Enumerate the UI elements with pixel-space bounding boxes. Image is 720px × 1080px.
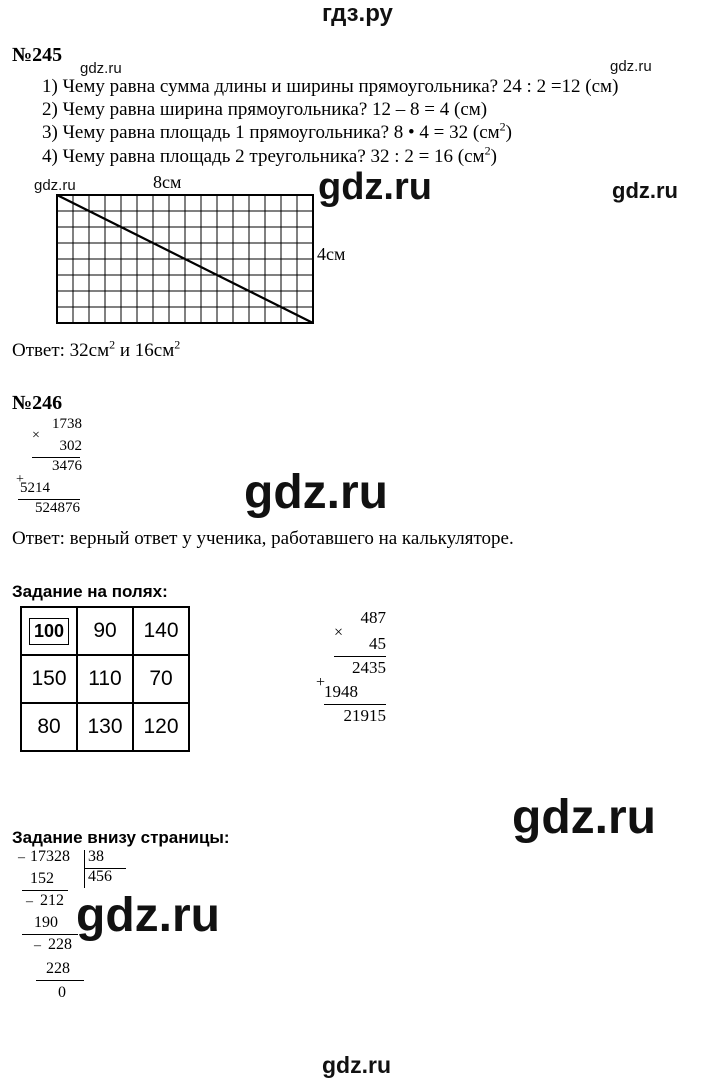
figure-height-label: 4см [317, 244, 346, 264]
minus-sign: – [26, 894, 33, 909]
small-watermark: gdz.ru [34, 177, 76, 194]
footer-watermark: gdz.ru [322, 1052, 391, 1078]
division-remainder: 0 [58, 984, 66, 1001]
grid-cell: 80 [21, 703, 77, 751]
partial-2: 1948 [324, 682, 358, 701]
division-step: 152 [30, 870, 54, 887]
task-245-line-1: 1) Чему равна сумма длины и ширины прямоугольника? 24 : 2 =12 (см) [42, 76, 619, 97]
grid-cell: 70 [133, 655, 189, 703]
grid-cell: 90 [77, 607, 133, 655]
brand-watermark: gdz.ru [512, 791, 656, 844]
figure-width-label: 8см [153, 172, 182, 192]
task-245-line-3: 3) Чему равна площадь 1 прямоугольника? 8 • 4 = 32 $(см^2)$ [42, 119, 512, 143]
dividend: 17328 [30, 848, 70, 865]
factor-2: 302 [59, 438, 82, 454]
minus-sign: – [34, 938, 41, 953]
task-245-number: №245 [12, 44, 63, 66]
small-watermark: gdz.ru [610, 58, 652, 75]
grid-cell: 150 [21, 655, 77, 703]
division-step: 212 [40, 892, 64, 909]
grid-cell: 140 [133, 607, 189, 655]
header-watermark: гдз.ру [322, 0, 393, 27]
task-245-line-2: 2) Чему равна ширина прямоугольника? 12 – 8 = 4 (см) [42, 99, 488, 120]
multiplication-487x45 [316, 608, 406, 738]
multiplication-1738x302 [14, 414, 84, 524]
margin-task-title: Задание на полях: [12, 582, 168, 601]
brand-watermark: gdz.ru [244, 466, 388, 519]
division-step: 228 [48, 936, 72, 953]
times-sign: × [334, 624, 344, 641]
product-result: 524876 [35, 500, 80, 516]
number-grid [20, 606, 190, 752]
division-step: 190 [34, 914, 58, 931]
partial-1: 2435 [352, 658, 386, 677]
factor-1: 1738 [52, 416, 82, 432]
brand-watermark: gdz.ru [76, 889, 220, 942]
partial-1: 3476 [52, 458, 82, 474]
division-step: 228 [46, 960, 70, 977]
times-sign: × [32, 428, 40, 443]
divisor: 38 [88, 848, 104, 865]
plus-sign: + [316, 674, 326, 691]
brand-watermark: gdz.ru [318, 166, 432, 208]
long-division [14, 848, 134, 1038]
grid-cell: 110 [77, 655, 133, 703]
task-245-line-4: 4) Чему равна площадь 2 треугольника? 32 : 2 = 16 $(см^2)$ [42, 143, 497, 167]
partial-2: 5214 [20, 480, 50, 496]
quotient: 456 [88, 868, 112, 885]
small-watermark: gdz.ru [80, 60, 122, 77]
brand-watermark: gdz.ru [612, 178, 678, 203]
product-result: 21915 [343, 706, 386, 725]
grid-cell: 130 [77, 703, 133, 751]
task-245-answer: Ответ: $32см^2$ и $16см^2$ [12, 337, 181, 361]
bottom-task-title: Задание внизу страницы: [12, 828, 230, 847]
minus-sign: – [18, 850, 25, 865]
grid-cell: 100 [21, 607, 77, 655]
factor-1: 487 [360, 608, 386, 627]
factor-2: 45 [369, 634, 386, 653]
rectangle-grid-figure [56, 194, 314, 324]
task-246-number: №246 [12, 392, 63, 414]
grid-cell: 120 [133, 703, 189, 751]
plus-sign: + [16, 472, 24, 487]
task-246-answer: Ответ: верный ответ у ученика, работавшего на калькуляторе. [12, 528, 514, 549]
